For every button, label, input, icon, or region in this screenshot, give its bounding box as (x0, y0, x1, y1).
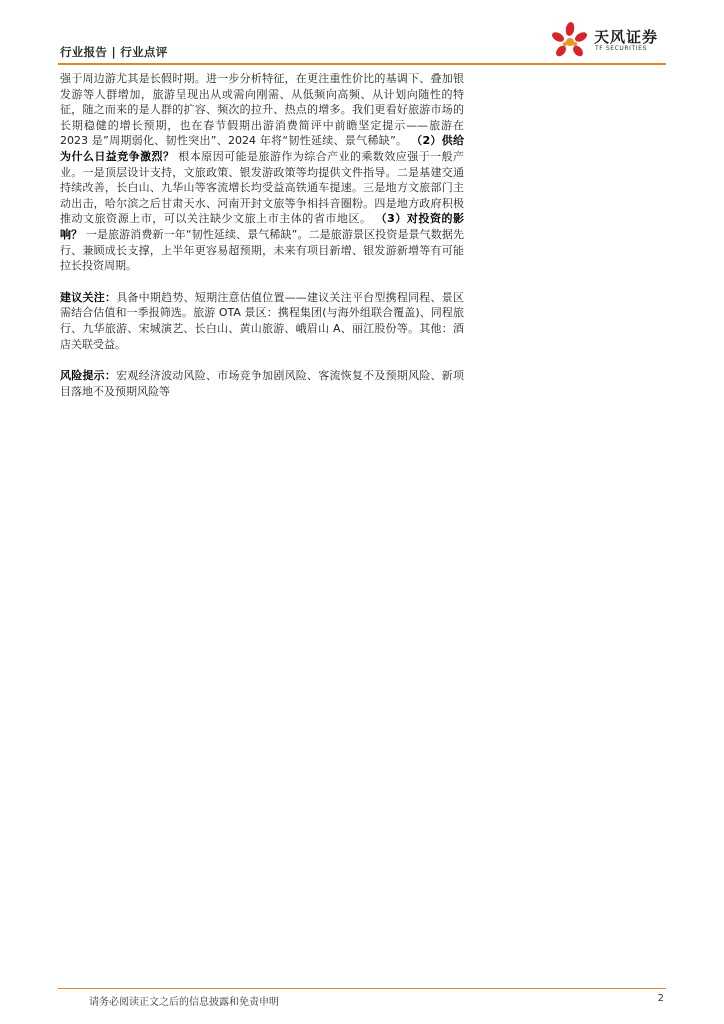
header-divider (58, 63, 666, 65)
demand-analysis-text: 强于周边游尤其是长假时期。进一步分析特征，在更注重性价比的基调下、叠加银发游等人群增加，旅游呈现出从或需向刚需、从低频向高频、从计划向随性的特征，随之而来的是人群的扩容、频次的拉升、热点的增多。我们更看好旅游市场的长期稳健的增长预期，也在春节假期出游消费简评中前瞻坚定提示——旅游在 2023 是”周期弱化、韧性突出”、2024 年将“韧性延续、景气稀缺”。 (60, 72, 464, 148)
page-header (58, 28, 666, 64)
risk-text: 宏观经济波动风险、市场竞争加剧风险、客流恢复不及预期风险、新项目落地不及预期风险等 (60, 369, 465, 398)
risk-paragraph (60, 368, 464, 399)
recommendation-paragraph (60, 290, 464, 352)
analysis-paragraph (60, 71, 464, 274)
page-number: 2 (657, 993, 664, 1004)
recommendation-text: 具备中期趋势、短期注意估值位置——建议关注平台型携程同程、景区需结合估值和一季报筛选。旅游 OTA 景区：携程集团(与海外组联合覆盖)、同程旅行、九华旅游、宋城演艺、长白山、黄山旅游、峨眉山 A、丽江股份等。其他：酒店关联受益。 (60, 290, 465, 351)
footer-divider (58, 988, 666, 989)
investment-question-heading: （3）对投资的影响？ (60, 212, 465, 241)
report-body (60, 71, 464, 399)
flower-icon (548, 20, 592, 60)
logo-chinese-name: 天风证券 (594, 28, 659, 46)
report-category: 行业报告 | 行业点评 (60, 45, 168, 59)
investment-analysis-text: 一是旅游消费新一年“韧性延续、景气稀缺”。二是旅游景区投资是景气数据先行、兼顾成长支撑，上半年更容易超预期，未来有项目新增、银发游新增等有可能拉长投资周期。 (60, 227, 465, 273)
logo-english-name: TF SECURITIES (595, 45, 647, 52)
supply-analysis-text: 根本原因可能是旅游作为综合产业的乘数效应强于一般产业。一是顶层设计支持，文旅政策、银发游政策等均提供文件指导。二是基建交通持续改善，长白山、九华山等客流增长均受益高铁通车提速。三是地方文旅部门主动出击，哈尔滨之后甘肃天水、河南开封文旅等争相抖音圈粉。四是地方政府积极推动文旅资源上市，可以关注缺少文旅上市主体的省市地区。 (60, 149, 465, 226)
tf-securities-logo (548, 20, 666, 60)
footer-disclaimer: 请务必阅读正文之后的信息披露和免责申明 (89, 997, 279, 1008)
recommendation-label: 建议关注： (60, 290, 117, 304)
supply-question-heading: （2）供给为什么日益竞争激烈？ (60, 134, 464, 163)
risk-label: 风险提示： (60, 369, 117, 383)
